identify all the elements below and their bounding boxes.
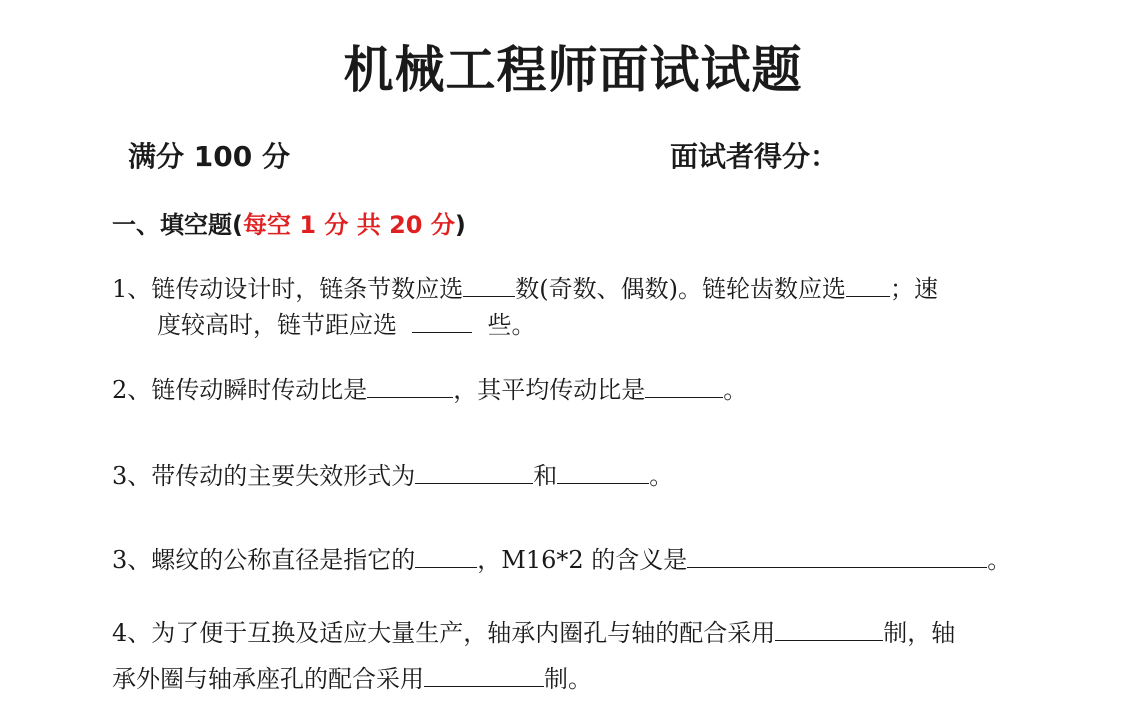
- answer-blank[interactable]: [415, 545, 477, 568]
- question-5-line-1: [112, 616, 955, 650]
- answer-blank[interactable]: [367, 375, 453, 398]
- page-title: 机械工程师面试试题: [343, 41, 803, 99]
- question-text: 。: [649, 462, 674, 490]
- question-text: 。: [987, 546, 1012, 574]
- question-text: 度较高时，链节距应选: [157, 311, 397, 339]
- question-text: 。: [723, 376, 748, 404]
- answer-blank[interactable]: [463, 274, 515, 297]
- answer-blank[interactable]: [424, 664, 544, 687]
- question-3: [112, 459, 673, 493]
- candidate-score-label: 面试者得分：: [670, 140, 839, 173]
- question-text: 些。: [487, 311, 536, 339]
- question-text: 制，轴: [883, 619, 956, 647]
- section-suffix: ): [454, 211, 466, 239]
- question-text: ，M16*2 的含义是: [477, 546, 688, 574]
- section-prefix: 一、填空题(: [112, 211, 243, 239]
- question-text: 承外圈与轴承座孔的配合采用: [112, 665, 424, 693]
- question-1-line-2: [157, 308, 536, 342]
- answer-blank[interactable]: [412, 310, 472, 333]
- question-text: 和: [533, 462, 558, 490]
- answer-blank[interactable]: [775, 618, 883, 641]
- full-score: 满分 100 分: [128, 140, 290, 173]
- answer-blank[interactable]: [846, 274, 890, 297]
- question-text: 2、链传动瞬时传动比是: [112, 376, 368, 404]
- question-4: [112, 543, 1011, 577]
- question-text: 3、带传动的主要失效形式为: [112, 462, 416, 490]
- question-text: 制。: [544, 665, 592, 693]
- answer-blank[interactable]: [687, 545, 987, 568]
- section-heading: [112, 205, 466, 240]
- answer-blank[interactable]: [645, 375, 723, 398]
- question-5-line-2: [112, 662, 592, 696]
- question-1-line-1: [112, 272, 938, 306]
- question-text: ，其平均传动比是: [453, 376, 646, 404]
- answer-blank[interactable]: [415, 461, 533, 484]
- question-text: 数(奇数、偶数)。链轮齿数应选: [515, 275, 847, 303]
- question-text: 4、为了便于互换及适应大量生产，轴承内圈孔与轴的配合采用: [112, 619, 776, 647]
- question-text: ；速: [890, 275, 939, 303]
- answer-blank[interactable]: [557, 461, 649, 484]
- question-text: 1、链传动设计时，链条节数应选: [112, 275, 464, 303]
- section-note: 每空 1 分 共 20 分: [242, 211, 455, 239]
- question-text: 3、螺纹的公称直径是指它的: [112, 546, 416, 574]
- question-2: [112, 373, 747, 407]
